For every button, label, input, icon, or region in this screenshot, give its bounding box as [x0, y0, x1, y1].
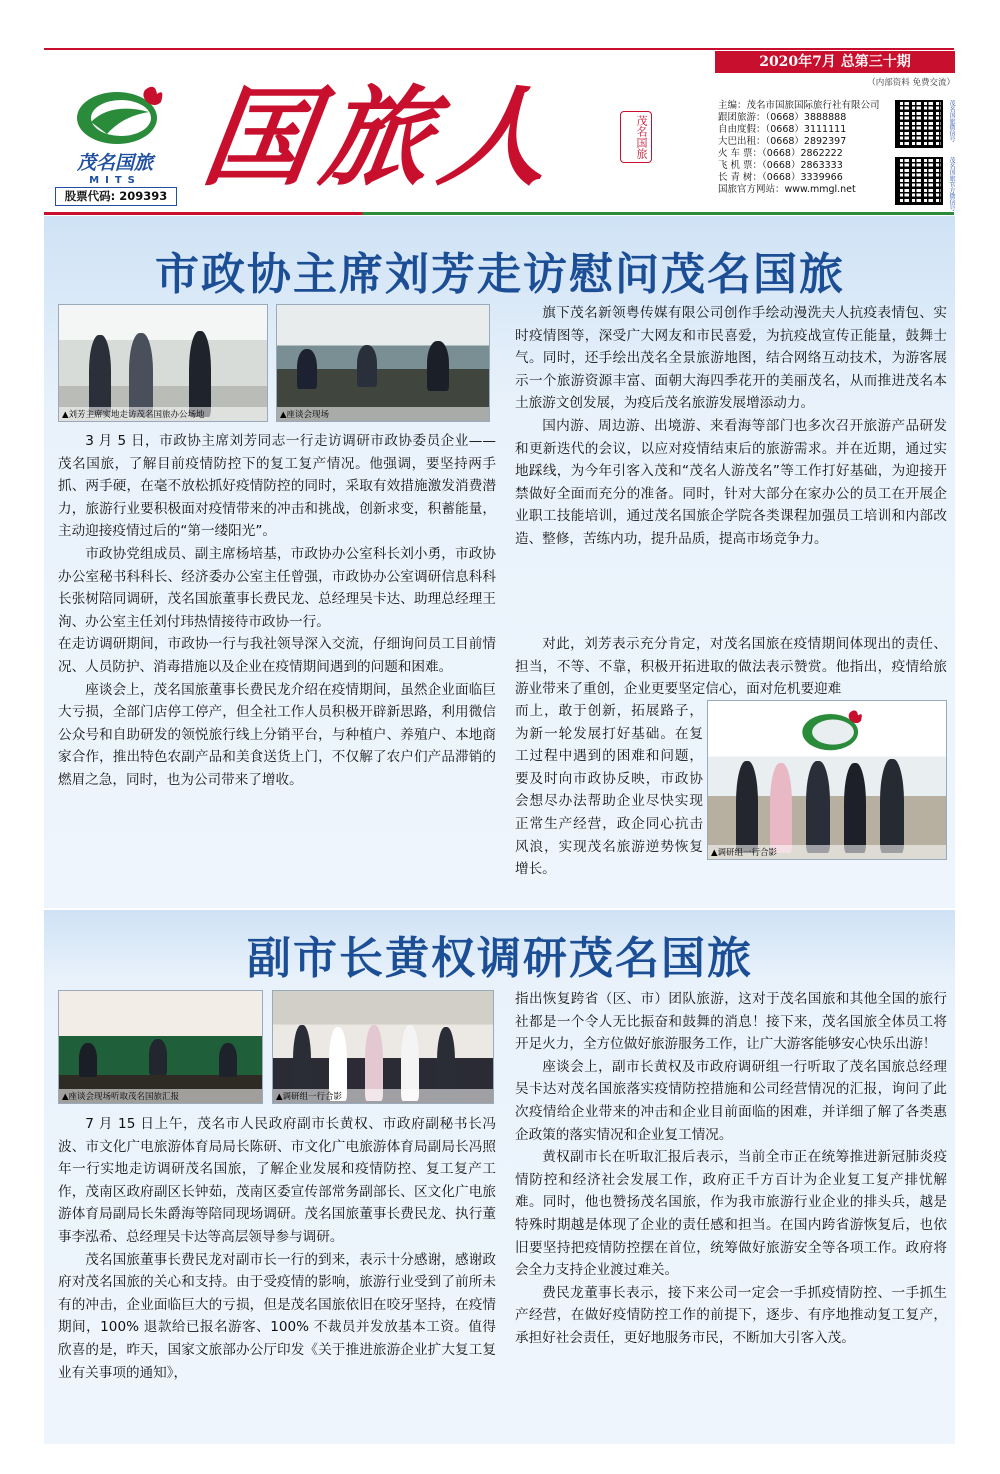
article-headline: 副市长黄权调研茂名国旅 [247, 933, 753, 984]
news-photo [58, 990, 263, 1104]
paragraph: 7 月 15 日上午，茂名市人民政府副市长黄权、市政府副秘书长冯波、市文化广电旅游体育局局长陈研、市文化广电旅游体育局副局长冯照年一行实地走访调研茂名国旅，了解企业发展和疫情防控、复工复产工作，茂南区政府副区长钟茹，茂南区委宣传部常务副部长、区文化广电旅游体育局副局长朱爵海等陪同现场调研。茂名国旅董事长费民龙、执行董事李泓希、总经理吴卡达等高层领导参与调研。 [58, 1116, 496, 1245]
paragraph: 旗下茂名新领粤传媒有限公司创作手绘动漫洗夫人抗疫表情包、实时疫情图等，深受广大网友和市民喜爱，为抗疫战宣传正能量，鼓舞士气。同时，还手绘出茂名全景旅游地图，结合网络互动技术，为游客展示一个旅游资源丰富、面朝大海四季花开的美丽茂名，从而推进茂名本土旅游文创发展，为疫后茂名旅游发展增添动力。 [515, 305, 947, 412]
paragraph: 市政协党组成员、副主席杨培基，市政协办公室科长刘小勇，市政协办公室秘书科科长、经济委办公室主任曾强，市政协办公室调研信息科科长张树陪同调研，茂名国旅董事长费民龙、总经理吴卡达、助理总经理王洵、办公室主任刘付玮热情接待市政协一行。 [58, 545, 496, 630]
logo-en: MITS [89, 175, 141, 186]
paragraph: 在走访调研期间，市政协一行与我社领导深入交流，仔细询问员工目前情况、人员防护、消毒措施以及企业在疫情期间遇到的问题和困难。 [58, 636, 496, 675]
paragraph: 座谈会上，茂名国旅董事长费民龙介绍在疫情期间，虽然企业面临巨大亏损，全部门店停工停产，但全社工作人员积极开辟新思路，利用微信公众号和自助研发的领悦旅行线上分销平台，与种植户、养殖户、本地商家合作，推出特色农副产品和美食送货上门，不仅解了农户们产品滞销的燃眉之急，同时，也为公司带来了增收。 [58, 681, 496, 788]
news-photo [58, 304, 268, 422]
article-column [515, 988, 947, 1350]
contact-line: 国旅官方网站：www.mmgl.net [718, 184, 856, 195]
paragraph: 指出恢复跨省（区、市）团队旅游，这对于茂名国旅和其他全国的旅行社都是一个令人无比振奋和鼓舞的消息！接下来，茂名国旅全体员工将开足火力，全方位做好旅游服务工作，让广大游客能够安心快乐出游！ [515, 991, 947, 1053]
contact-info [718, 100, 893, 196]
qr-label: 茂名国旅微信号 [948, 100, 955, 142]
issue-banner: 2020年7月 总第三十期 [715, 51, 955, 73]
photo-caption: ▲刘芳主席实地走访茂名国旅办公场地 [59, 407, 267, 421]
photo-caption: ▲座谈会现场 [277, 407, 489, 421]
paragraph: 3 月 5 日，市政协主席刘芳同志一行走访调研市政协委员企业——茂名国旅，了解目前疫情防控下的复工复产情况。他强调，要坚持两手抓、两手硬，在毫不放松抓好疫情防控的同时，采取有效措施激发消费潜力，旅游行业要积极面对疫情带来的冲击和挑战，创新求变，积蓄能量，主动迎接疫情过后的“第一缕阳光”。 [58, 433, 496, 540]
header-divider [44, 212, 954, 215]
contact-line: 大巴出租：（0668）2892397 [718, 136, 847, 147]
article-column [58, 430, 496, 792]
article-column-narrow [515, 700, 703, 881]
photo-caption: ▲座谈会现场听取茂名国旅汇报 [59, 1089, 262, 1103]
paragraph: 而上，敢于创新，拓展路子，为新一轮发展打好基础。在复工过程中遇到的困难和问题，要及时向市政协反映，市政协会想尽办法帮助企业尽快实现正常生产经营，政企同心抗击风浪，实现茂名旅游逆势恢复增长。 [515, 703, 703, 878]
qr-code-icon [895, 157, 943, 205]
article-column [58, 1113, 496, 1384]
issue-note: （内部资料 免费交流） [867, 78, 955, 88]
paragraph: 座谈会上，副市长黄权及市政府调研组一行听取了茂名国旅总经理吴卡达对茂名国旅落实疫情防控措施和公司经营情况的汇报，询问了此次疫情给企业带来的冲击和企业目前面临的困难，并详细了解了各类惠企政策的落实情况和企业复工情况。 [515, 1058, 947, 1143]
photo-caption: ▲调研组一行合影 [273, 1089, 493, 1103]
paragraph: 对此，刘芳表示充分肯定，对茂名国旅在疫情期间体现出的责任、担当，不等、不靠，积极开拓进取的做法表示赞赏。他指出，疫情给旅游业带来了重创，企业更要坚定信心，面对危机要迎难 [515, 636, 947, 698]
article-headline: 市政协主席刘芳走访慰问茂名国旅 [155, 249, 845, 300]
logo-name: 茂名国旅 [76, 152, 153, 174]
red-seal: 茂名国旅 [620, 111, 652, 163]
contact-line: 长 青 树：（0668）3339966 [718, 172, 843, 183]
contact-line: 主编：茂名市国旅国际旅行社有限公司 [718, 100, 880, 111]
top-rule [44, 48, 954, 50]
masthead [196, 75, 648, 201]
masthead-title: 国旅人 [196, 75, 568, 201]
paragraph: 茂名国旅董事长费民龙对副市长一行的到来，表示十分感谢，感谢政府对茂名国旅的关心和支持。由于受疫情的影响，旅游行业受到了前所未有的冲击，企业面临巨大的亏损，但是茂名国旅依旧在咬牙坚持，在疫情期间，100% 退款给已报名游客、100% 不裁员并发放基本工资。值得欣喜的是，昨天，国家文旅部办公厅印发《关于推进旅游企业扩大复工复业有关事项的通知》， [58, 1251, 496, 1381]
contact-line: 跟团旅游：（0668）3888888 [718, 112, 847, 123]
qr-code-icon [895, 100, 943, 148]
news-photo [276, 304, 490, 422]
paragraph: 黄权副市长在听取汇报后表示，当前全市正在统筹推进新冠肺炎疫情防控和经济社会发展工作，政府正千方百计为企业复工复产排忧解难。同时，他也赞扬茂名国旅，作为我市旅游行业企业的排头兵，越是特殊时期越是体现了企业的责任感和担当。在国内跨省游恢复后，也依旧要坚持把疫情防控摆在首位，统筹做好旅游安全等各项工作。政府将会全力支持企业渡过难关。 [515, 1149, 947, 1279]
qr-label: 茂名国旅官方微信号 [948, 157, 955, 211]
photo-caption: ▲调研组一行合影 [708, 845, 946, 859]
news-photo [707, 700, 947, 860]
paragraph: 费民龙董事长表示，接下来公司一定会一手抓疫情防控、一手抓生产经营，在做好疫情防控工作的前提下，逐步、有序地推动复工复产，承担好社会责任，更好地服务市民，不断加大引客入茂。 [515, 1284, 947, 1346]
stock-code: 股票代码: 209393 [55, 187, 177, 206]
contact-line: 火 车 票：（0668）2862222 [718, 148, 843, 159]
logo-swoosh-icon [798, 707, 868, 753]
news-photo [272, 990, 494, 1104]
article-column [515, 302, 947, 551]
article-panel-footer [44, 1380, 955, 1444]
paragraph: 国内游、周边游、出境游、来看海等部门也多次召开旅游产品研发和更新迭代的会议，以应对疫情结束后的旅游需求。并在近期，通过实地踩线，为今年引客入茂和“茂名人游茂名”等工作打好基础，为迎接开禁做好全面而充分的准备。同时，针对大部分在家办公的员工在开展企业职工技能培训，通过茂名国旅企学院各类课程加强员工培训和内部改造、整修，苦练内功，提升品质，提高市场竞争力。 [515, 417, 947, 547]
contact-line: 自由度假：（0668）3111111 [718, 124, 847, 135]
logo-swoosh-icon [71, 82, 171, 148]
brand-logo [55, 82, 185, 206]
contact-line: 飞 机 票：（0668）2863333 [718, 160, 843, 171]
